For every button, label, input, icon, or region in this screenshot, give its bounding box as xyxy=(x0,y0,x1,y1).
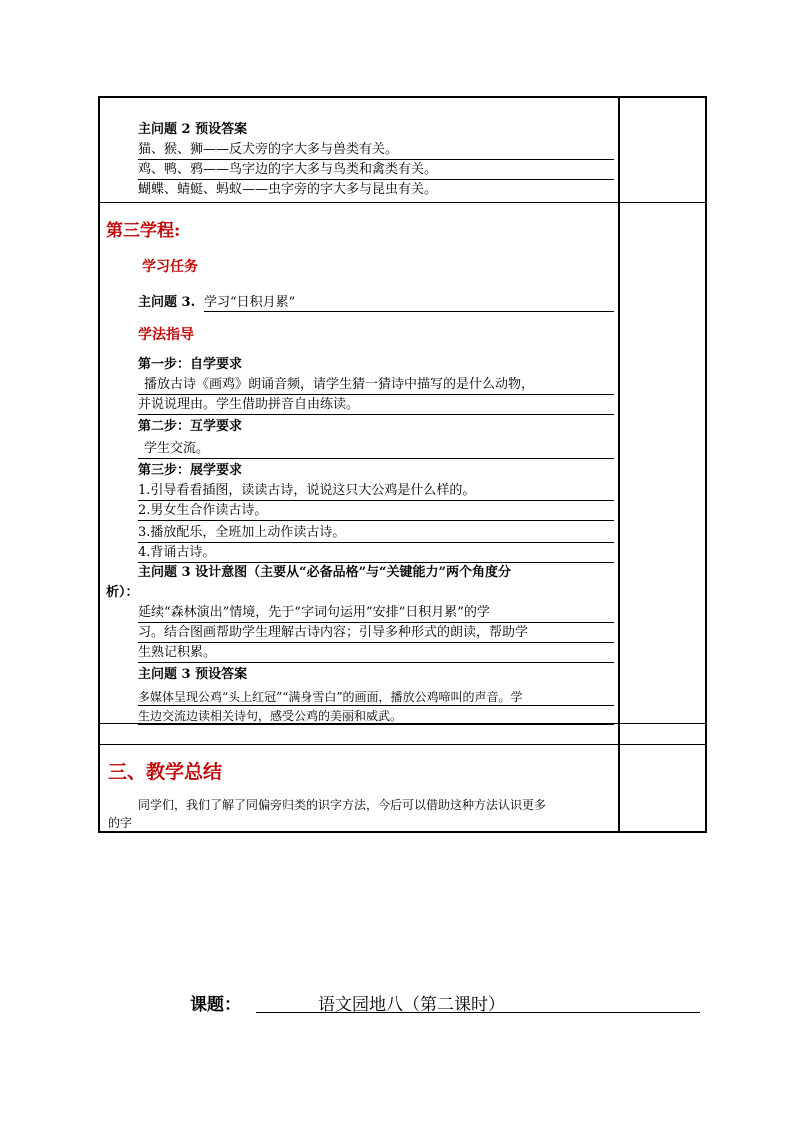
method-label: 学法指导 xyxy=(138,327,194,343)
answer-line: 蝴蝶、蜻蜓、蚂蚁——虫字旁的字大多与昆虫有关。 xyxy=(138,182,438,197)
summary-title: 三、教学总结 xyxy=(108,761,223,783)
intent-body-line: 延续“森林演出”情境，先于“字词句运用”安排“日积月累”的学 xyxy=(138,605,490,620)
step1-line: 播放古诗《画鸡》朗诵音频，请学生猜一猜诗中描写的是什么动物， xyxy=(144,377,535,392)
step3-item: 2.男女生合作读古诗。 xyxy=(138,503,268,518)
rule-line xyxy=(138,520,614,521)
answer-line: 鸡、鸭、鸦——鸟字边的字大多与鸟类和禽类有关。 xyxy=(138,162,438,177)
table-row xyxy=(98,202,707,723)
rule-line xyxy=(138,622,614,623)
intent-body-line: 生熟记积累。 xyxy=(138,645,217,660)
lesson-title-label: 课题： xyxy=(190,995,241,1015)
table-row xyxy=(98,744,707,833)
rule-line xyxy=(138,705,614,706)
answer-line: 生边交流边读相关诗句，感受公鸡的美丽和威武。 xyxy=(138,709,403,723)
rule-line xyxy=(138,414,614,415)
rule-line xyxy=(138,542,614,543)
step3-item: 3.播放配乐，全班加上动作读古诗。 xyxy=(138,525,346,540)
step1-label: 第一步：自学要求 xyxy=(138,357,243,372)
step3-item: 4.背诵古诗。 xyxy=(138,545,216,560)
column-divider xyxy=(618,745,620,831)
step2-label: 第二步：互学要求 xyxy=(138,419,243,434)
intent-heading-cont: 析）： xyxy=(106,585,139,600)
q3-prefix: 主问题 3. xyxy=(138,295,196,310)
step3-item: 1.引导看看插图，读读古诗，说说这只大公鸡是什么样的。 xyxy=(138,483,476,498)
table-row xyxy=(98,96,707,202)
lesson-title-value: 语文园地八（第二课时） xyxy=(318,995,505,1015)
rule-line xyxy=(204,311,614,312)
answer-line: 猫、猴、狮——反犬旁的字大多与兽类有关。 xyxy=(138,142,399,157)
rule-line xyxy=(138,179,614,180)
q2-answer-heading: 主问题 2 预设答案 xyxy=(138,122,248,137)
task-label: 学习任务 xyxy=(142,259,198,275)
rule-line xyxy=(138,394,614,395)
column-divider xyxy=(618,724,620,744)
intent-heading: 主问题 3 设计意图（主要从“必备品格”与“关键能力”两个角度分 xyxy=(138,565,512,580)
summary-line: 的字 xyxy=(108,816,133,830)
rule-line xyxy=(108,831,614,832)
intent-body-line: 习。结合图画帮助学生理解古诗内容；引导多种形式的朗读，帮助学 xyxy=(138,625,529,640)
answer-line: 多媒体呈现公鸡“头上红冠”“满身雪白”的画面，播放公鸡啼叫的声音。学 xyxy=(138,690,523,704)
section-title: 第三学程: xyxy=(106,221,181,241)
rule-line xyxy=(138,159,614,160)
rule-line xyxy=(138,500,614,501)
lesson-title-field xyxy=(256,990,700,1013)
column-divider xyxy=(618,98,620,202)
summary-line: 同学们，我们了解了同偏旁归类的识字方法，今后可以借助这种方法认识更多 xyxy=(138,798,547,812)
lesson-plan-table xyxy=(98,96,707,833)
step3-label: 第三步：展学要求 xyxy=(138,463,243,478)
q3-text: 学习“日积月累” xyxy=(204,295,296,310)
rule-line xyxy=(138,562,614,563)
step1-line: 并说说理由。学生借助拼音自由练读。 xyxy=(138,397,360,412)
table-row xyxy=(98,723,707,744)
q3-answer-heading: 主问题 3 预设答案 xyxy=(138,667,248,682)
rule-line xyxy=(138,642,614,643)
rule-line xyxy=(138,458,614,459)
step2-line: 学生交流。 xyxy=(144,441,210,456)
rule-line xyxy=(138,662,614,663)
column-divider xyxy=(618,203,620,723)
